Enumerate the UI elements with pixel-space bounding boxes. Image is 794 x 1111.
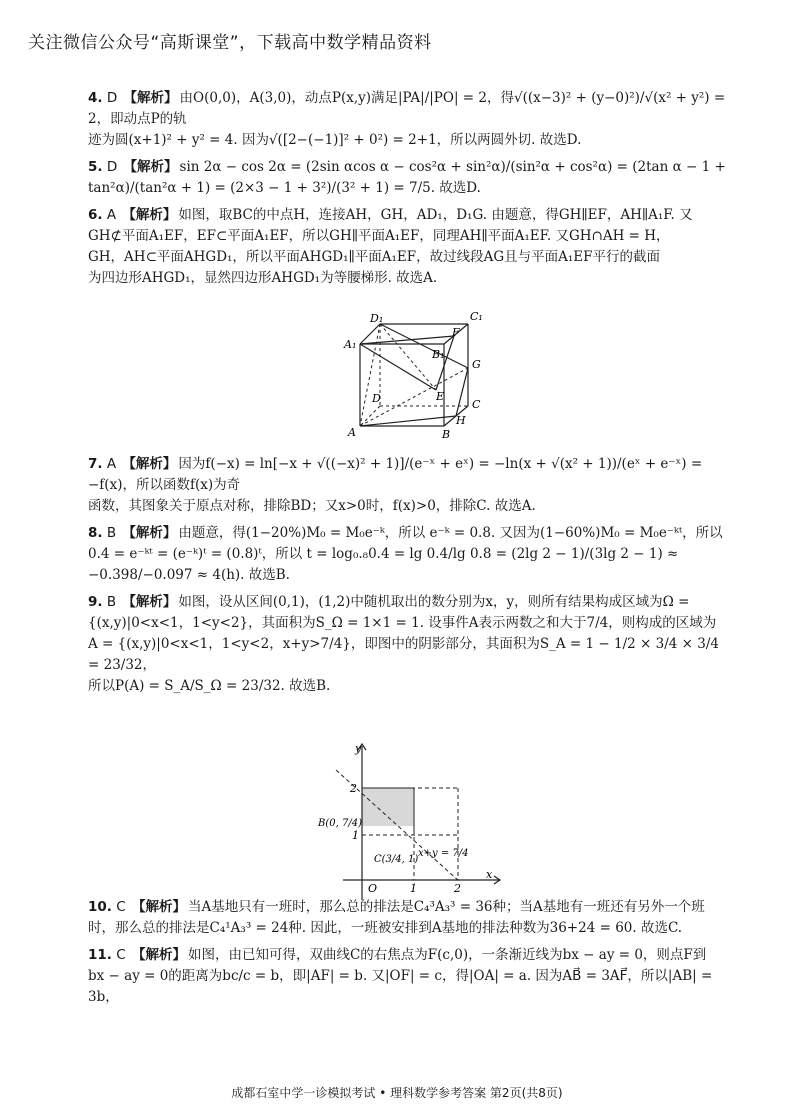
- solution-item-10: [88, 897, 728, 939]
- region-graph: [318, 740, 508, 900]
- solution-item-7: [88, 454, 728, 517]
- label-B1: B₁: [432, 348, 445, 361]
- solution-line: [88, 945, 728, 966]
- origin-label: O: [368, 882, 378, 895]
- label-H: H: [456, 414, 466, 427]
- label-C1: C₁: [470, 310, 483, 323]
- answer-letter: A: [106, 207, 117, 223]
- solution-item-9: [88, 592, 728, 697]
- analysis-tag: 【解析】: [122, 207, 177, 223]
- solution-item-8: [88, 523, 728, 586]
- solution-line: [88, 897, 728, 918]
- solution-item-6: [88, 205, 728, 289]
- solution-line: [88, 157, 728, 199]
- solution-text: sin 2α − cos 2α = (2sin αcos α − cos²α + sin²α)/(sin²α + cos²α) = (2tan α − 1 + tan²α)/(tan²α + 1) = (2×3 − 1 + 3²)/(3² + 1) = 7/5. 故选D.: [88, 159, 726, 196]
- question-number: 4.: [88, 90, 103, 106]
- solution-line: A = {(x,y)|0<x<1，1<y<2，x+y>7/4}，即图中的阴影部分，其面积为S_A = 1 − 1/2 × 3/4 × 3/4 = 23/32，: [88, 636, 719, 673]
- question-number: 6.: [88, 207, 103, 223]
- solution-text: 由题意，得(1−20%)M₀ = M₀e⁻ᵏ，所以 e⁻ᵏ = 0.8. 又因为(1−60%)M₀ = M₀e⁻ᵏᵗ，所以: [178, 525, 723, 541]
- cube-figure: [340, 310, 490, 440]
- label-G: G: [472, 358, 481, 371]
- answer-letter: D: [106, 90, 118, 106]
- solution-line: 函数，其图象关于原点对称，排除BD；又x>0时，f(x)>0，排除C. 故选A.: [88, 498, 536, 514]
- analysis-tag: 【解析】: [131, 947, 186, 963]
- analysis-tag: 【解析】: [122, 456, 177, 472]
- analysis-tag: 【解析】: [123, 90, 178, 106]
- answer-letter: A: [106, 456, 117, 472]
- question-number: 10.: [88, 899, 112, 915]
- page-footer: 成都石室中学一诊模拟考试 • 理科数学参考答案 第2页(共8页): [231, 1086, 563, 1100]
- analysis-tag: 【解析】: [122, 594, 177, 610]
- analysis-tag: 【解析】: [131, 899, 186, 915]
- label-C: C: [472, 398, 481, 411]
- solution-item-11: [88, 945, 728, 1008]
- solution-line: 0.4 = e⁻ᵏᵗ = (e⁻ᵏ)ᵗ = (0.8)ᵗ，所以 t = log₀.₈0.4 = lg 0.4/lg 0.8 = (2lg 2 − 1)/(3lg 2 − 1) ≈ −0.398/−0.097 ≈ 4(h). 故选B.: [88, 546, 679, 583]
- solution-line: [88, 205, 728, 226]
- label-A1: A₁: [344, 338, 357, 351]
- label-B: B: [442, 428, 451, 440]
- solution-line: 时，那么总的排法是C₄¹A₃³ = 24种. 因此，一班被安排到A基地的排法种数为36+24 = 60. 故选C.: [88, 920, 683, 936]
- analysis-tag: 【解析】: [123, 159, 178, 175]
- label-E: E: [436, 390, 445, 403]
- question-number: 11.: [88, 947, 112, 963]
- solution-line: [88, 88, 728, 130]
- answer-letter: D: [106, 159, 118, 175]
- y-tick-2: 2: [350, 782, 357, 795]
- label-D1: D₁: [370, 312, 384, 325]
- solution-line: bx − ay = 0的距离为bc/c = b，即|AF| = b. 又|OF| = c，得|OA| = a. 因为AB⃗ = 3AF⃗，所以|AB| = 3b，: [88, 968, 713, 1005]
- answer-letter: C: [116, 899, 126, 915]
- x-axis-label: x: [486, 868, 493, 881]
- solution-item-5: [88, 157, 728, 199]
- x-tick-1: 1: [410, 882, 417, 895]
- cube-diagram: [340, 310, 490, 440]
- point-C-label: C(3/4, 1): [374, 854, 419, 865]
- solution-text: 如图，取BC的中点H，连接AH，GH，AD₁，D₁G. 由题意，得GH∥EF，AH∥A₁F. 又: [178, 207, 693, 223]
- answer-letter: B: [106, 594, 117, 610]
- y-axis-label: y: [355, 742, 362, 755]
- label-F: F: [452, 326, 460, 339]
- question-number: 5.: [88, 159, 103, 175]
- page-header: 关注微信公众号“高斯课堂”，下载高中数学精品资料: [28, 33, 432, 53]
- solution-line: 为四边形AHGD₁，显然四边形AHGD₁为等腰梯形. 故选A.: [88, 270, 438, 286]
- solution-line: {(x,y)|0<x<1，1<y<2}，其面积为S_Ω = 1×1 = 1. 设事件A表示两数之和大于7/4，则构成的区域为: [88, 615, 717, 631]
- answer-letter: B: [106, 525, 117, 541]
- question-number: 8.: [88, 525, 103, 541]
- solution-line: 所以P(A) = S_A/S_Ω = 23/32. 故选B.: [88, 678, 331, 694]
- analysis-tag: 【解析】: [122, 525, 177, 541]
- answer-letter: C: [116, 947, 126, 963]
- solution-line: GH，AH⊂平面AHGD₁，所以平面AHGD₁∥平面A₁EF，故过线段AG且与平面A₁EF平行的截面: [88, 249, 661, 265]
- solution-line: [88, 592, 728, 613]
- solution-text: 由O(0,0)，A(3,0)，动点P(x,y)满足|PA|/|PO| = 2，得√((x−3)² + (y−0)²)/√(x² + y²) = 2，即动点P的轨: [88, 90, 726, 127]
- solution-line: [88, 523, 728, 544]
- solution-line: 迹为圆(x+1)² + y² = 4. 因为√([2−(−1)]² + 0²) = 2+1，所以两圆外切. 故选D.: [88, 132, 582, 148]
- question-number: 9.: [88, 594, 103, 610]
- solution-line: GH⊄平面A₁EF，EF⊂平面A₁EF，所以GH∥平面A₁EF，同理AH∥平面A₁EF. 又GH∩AH = H，: [88, 228, 670, 244]
- solution-text: 如图，设从区间(0,1)，(1,2)中随机取出的数分别为x，y，则所有结果构成区域为Ω =: [178, 594, 690, 610]
- label-D: D: [372, 392, 381, 405]
- solution-text: 因为f(−x) = ln[−x + √((−x)² + 1)]/(e⁻ˣ + eˣ) = −ln(x + √(x² + 1))/(eˣ + e⁻ˣ) = −f(x)，所以函数f(x)为奇: [88, 456, 703, 493]
- line-equation-label: x+y = 7/4: [418, 848, 469, 859]
- label-A: A: [348, 426, 356, 439]
- point-B-label: B(0, 7/4): [318, 818, 362, 829]
- solution-line: [88, 454, 728, 496]
- solution-text: 如图，由已知可得，双曲线C的右焦点为F(c,0)，一条渐近线为bx − ay = 0，则点F到: [187, 947, 707, 963]
- solution-text: 当A基地只有一班时，那么总的排法是C₄³A₃³ = 36种；当A基地有一班还有另外一个班: [187, 899, 705, 915]
- solution-item-4: [88, 88, 728, 151]
- x-tick-2: 2: [454, 882, 461, 895]
- y-tick-1: 1: [352, 829, 359, 842]
- region-graph-figure: [318, 740, 508, 900]
- question-number: 7.: [88, 456, 103, 472]
